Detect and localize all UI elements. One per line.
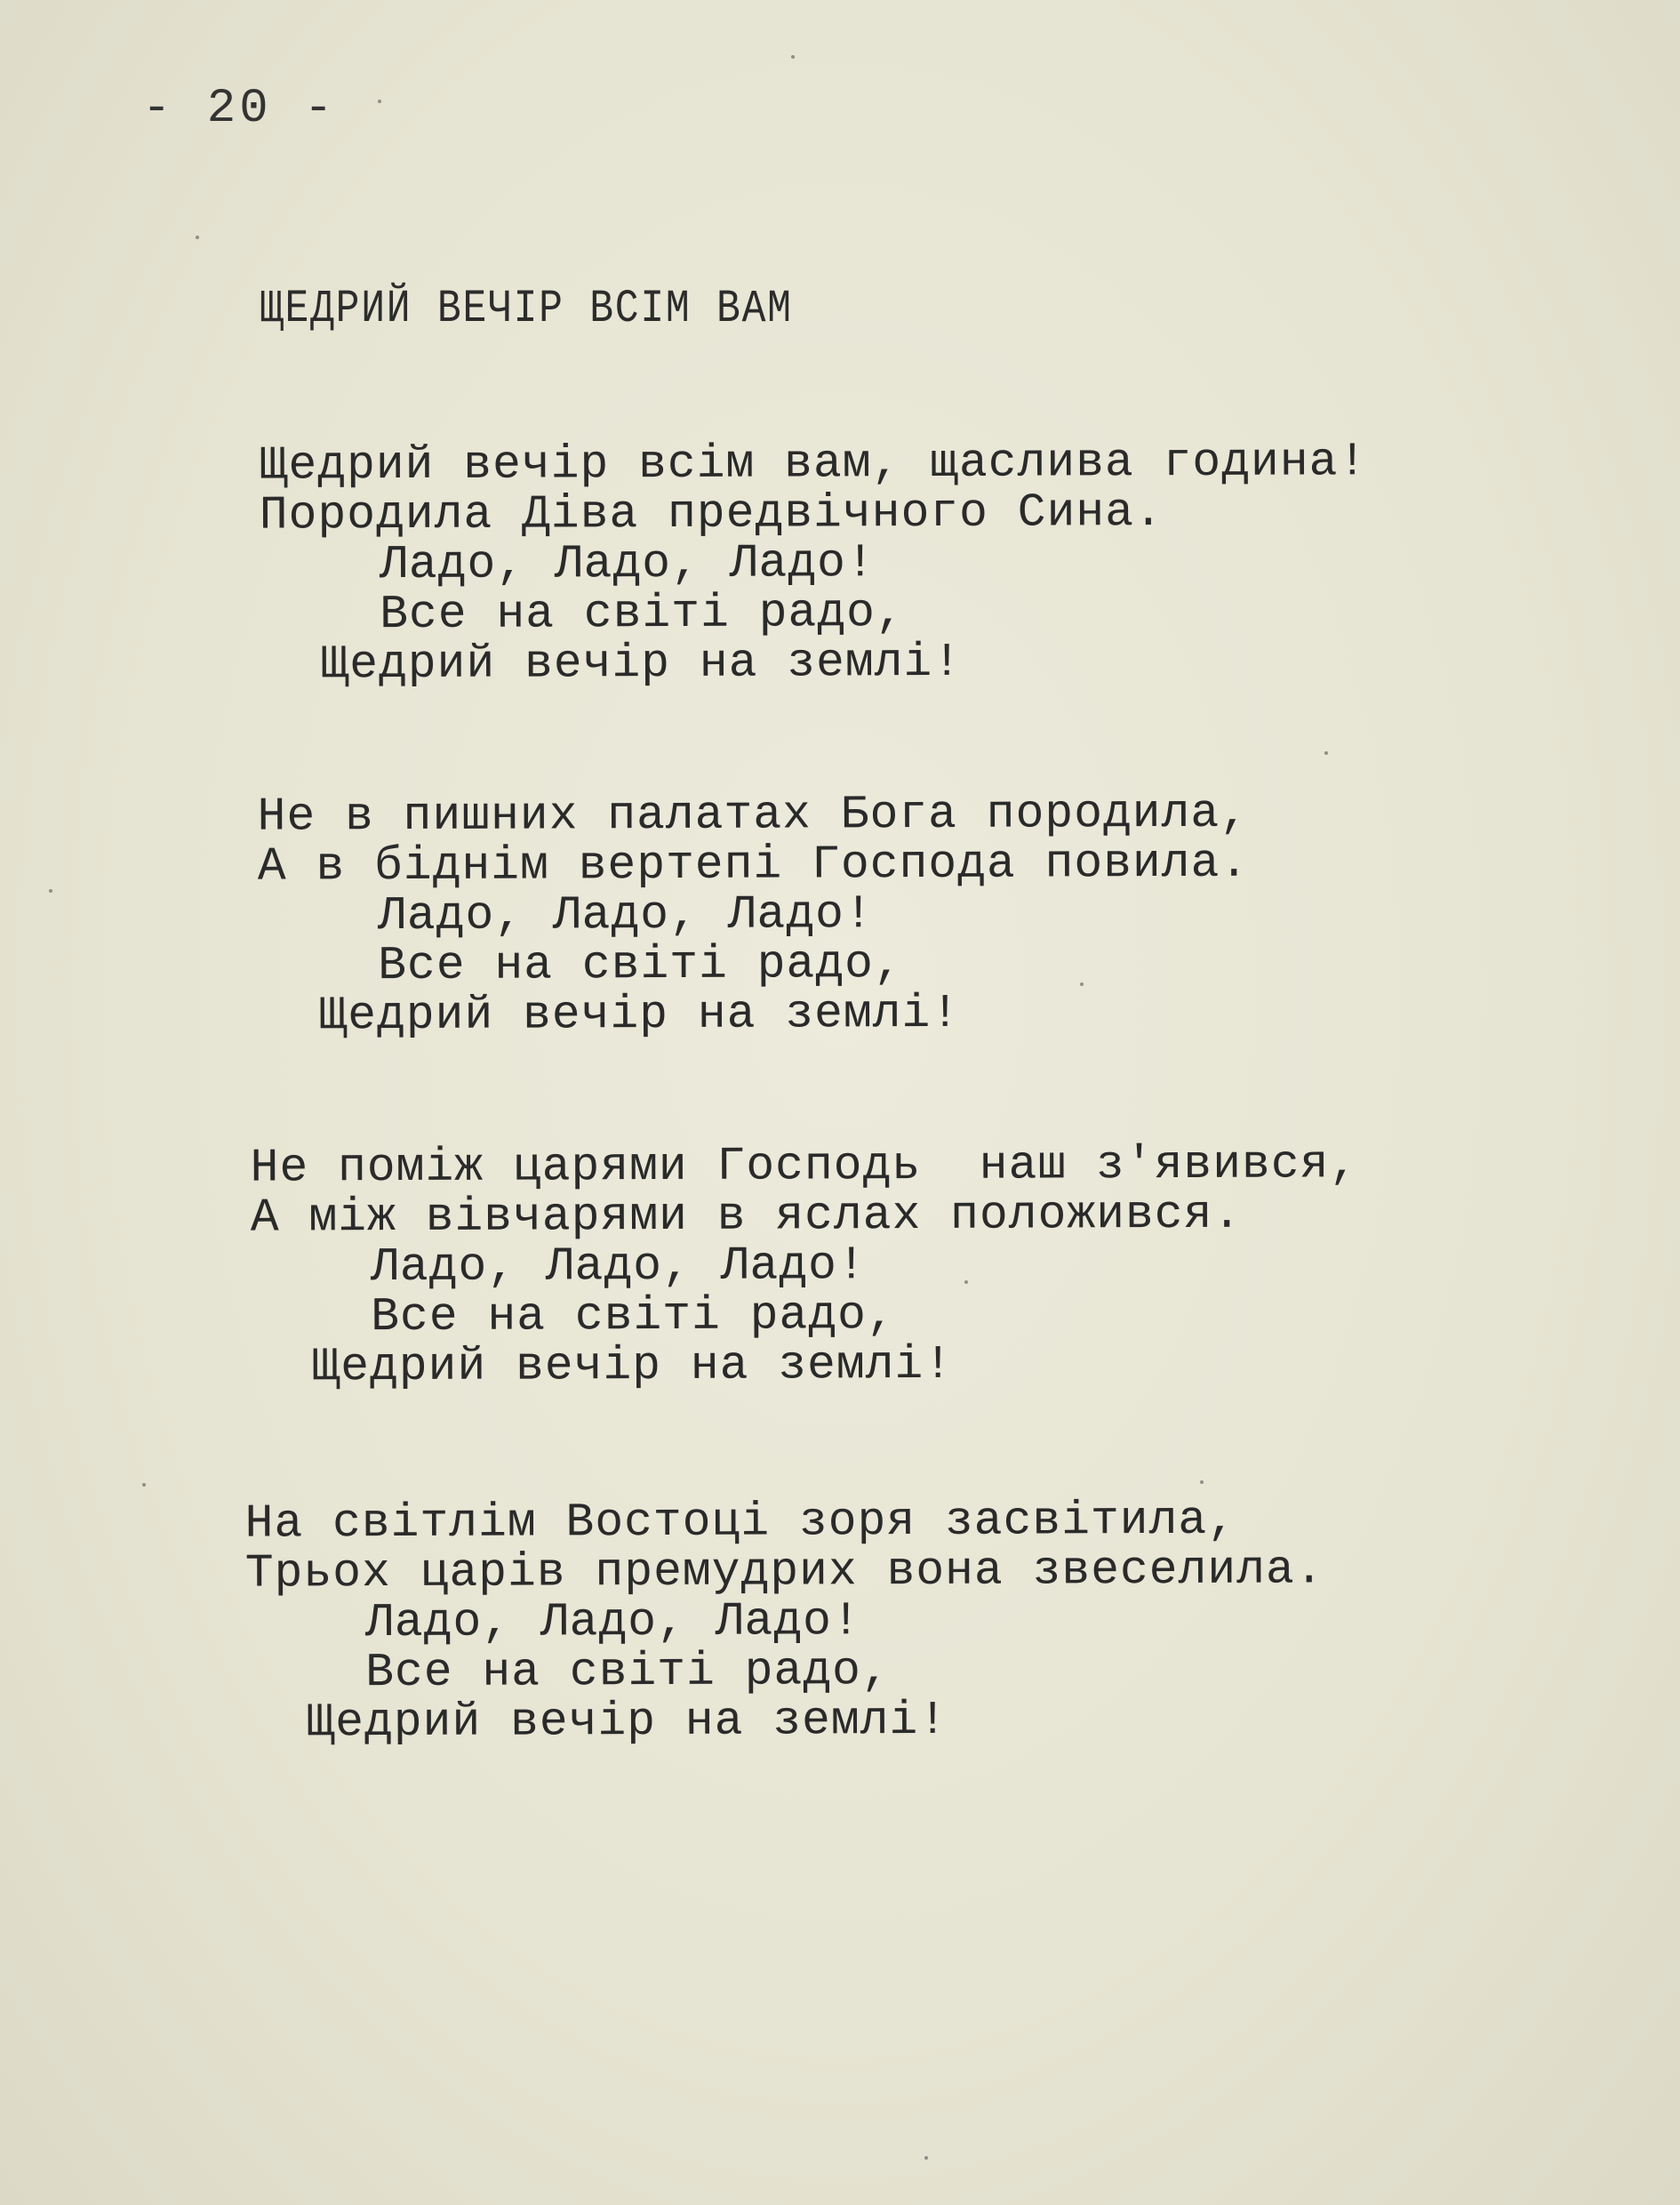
song-title: ЩЕДРИЙ ВЕЧІР ВСІМ ВАМ bbox=[260, 283, 793, 335]
refrain-line: Все на світі радо, bbox=[378, 937, 903, 993]
refrain-line: Все на світі радо, bbox=[365, 1644, 891, 1700]
refrain-line: Щедрий вечір на землі! bbox=[320, 635, 963, 692]
stanza-line: Породила Діва предвічного Сина. bbox=[259, 485, 1164, 542]
refrain-line: Ладо, Ладо, Ладо! bbox=[379, 536, 876, 592]
paper-speck bbox=[924, 2156, 928, 2160]
stanza-line: А між вівчарями в яслах положився. bbox=[250, 1187, 1243, 1245]
paper-speck bbox=[196, 236, 199, 239]
stanza-line: Трьох царів премудрих вона звеселила. bbox=[244, 1543, 1324, 1600]
stanza-3 bbox=[250, 1137, 1585, 1394]
refrain-line: Щедрий вечір на землі! bbox=[306, 1693, 948, 1750]
page-number: - 20 - bbox=[142, 82, 337, 136]
stanza-1 bbox=[259, 435, 1594, 692]
refrain-line: Ладо, Ладо, Ладо! bbox=[364, 1594, 861, 1650]
stanza-line: На світлім Востоці зоря засвітила, bbox=[244, 1493, 1237, 1551]
paper-speck bbox=[378, 100, 381, 103]
paper-speck bbox=[49, 889, 52, 893]
stanza-2 bbox=[257, 786, 1592, 1043]
refrain-line: Ладо, Ладо, Ладо! bbox=[370, 1239, 867, 1295]
paper-speck bbox=[1080, 982, 1084, 986]
refrain-line: Все на світі радо, bbox=[371, 1288, 896, 1344]
stanza-line: А в біднім вертепі Господа повила. bbox=[257, 836, 1250, 894]
refrain-line: Щедрий вечір на землі! bbox=[318, 986, 961, 1043]
stanza-line: Не в пишних палатах Бога породила, bbox=[257, 786, 1250, 844]
refrain-line: Ладо, Ладо, Ладо! bbox=[377, 887, 874, 943]
paper-speck bbox=[1200, 1480, 1204, 1484]
stanza-line: Не поміж царями Господь наш з'явився, bbox=[250, 1137, 1359, 1195]
stanza-line: Щедрий вечір всім вам, щаслива година! bbox=[259, 435, 1368, 493]
refrain-line: Щедрий вечір на землі! bbox=[311, 1337, 954, 1394]
paper-speck bbox=[1324, 751, 1328, 755]
stanza-4 bbox=[244, 1493, 1580, 1750]
paper-speck bbox=[791, 55, 795, 59]
paper-speck bbox=[142, 1483, 146, 1487]
paper-speck bbox=[964, 1280, 968, 1284]
refrain-line: Все на світі радо, bbox=[380, 586, 905, 642]
